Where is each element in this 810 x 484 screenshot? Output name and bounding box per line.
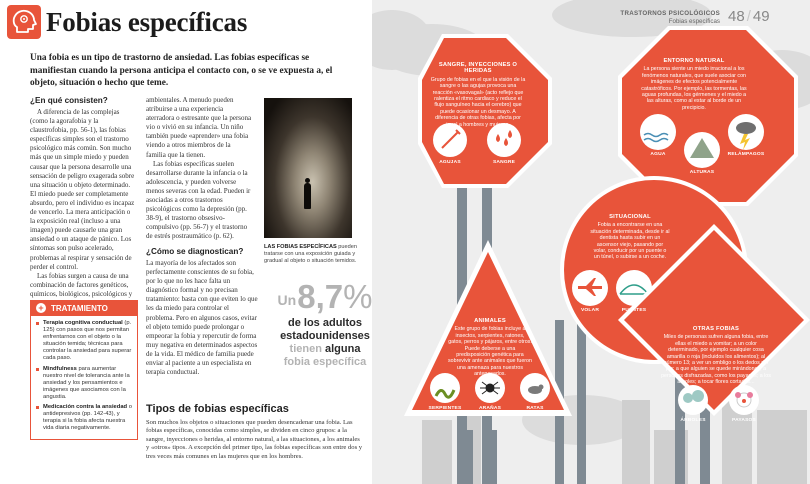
paragraph: ambientales. A menudo pueden atribuirse a una experiencia aterradora o estresante que la persona vio o vivió en su infancia. Un niño también puede «aprender» una fobia viendo a otros miembros de la familia que la tienen.: [146, 96, 252, 159]
head-icon: [7, 5, 41, 39]
treatment-item: Terapia cognitiva conductual (p. 125) con pasos que nos permitan enfrentarnos con el objeto o la situación temida; técnicas para controlar la ansiedad para superar cada paso.: [36, 320, 132, 363]
running-header: [596, 10, 720, 26]
person-silhouette-icon: [304, 183, 311, 209]
paragraph: Las fobias surgen a causa de una combinación de factores genéticos, químicos, biológicos, psicológicos y: [30, 271, 133, 298]
caption-text: pueden tratarse con una exposición guiada y gradual al objeto o situación temidos.: [264, 244, 357, 264]
photo-caption: [264, 244, 362, 265]
label-agujas: AGUJAS: [439, 160, 461, 165]
plus-icon: +: [36, 303, 46, 313]
stat-line-1: de los adultos: [288, 317, 362, 329]
page-right: 49: [752, 8, 770, 25]
column-1: [30, 96, 136, 299]
stat-number: 8,7: [297, 278, 344, 315]
paragraph: La mayoría de los afectados son perfectamente conscientes de su fobia, por lo que no les hace falta un diagnóstico formal y no precisan tratamiento: basta con que eviten lo que les da miedo para controlar el problema. Pero en algunos casos, evitar el objeto temido puede prolongar o empeorar la fobia y repercutir de forma muy negativa en determinados aspectos de la vida. El médico de familia puede enviar al paciente a un especialista en terapia conductual.: [146, 259, 258, 377]
heading-diagnostica: ¿Cómo se diagnostican?: [146, 247, 244, 256]
caption-bold: LAS FOBIAS ESPECÍFICAS: [264, 244, 337, 250]
column-2: [146, 96, 252, 242]
label-arboles: ÁRBOLES: [680, 418, 706, 423]
heading-consisten: ¿En qué consisten?: [30, 96, 108, 105]
label-aranas: ARAÑAS: [478, 406, 502, 411]
stat-line-2: estadounidenses: [280, 330, 370, 342]
heading-tipos: Tipos de fobias específicas: [146, 403, 289, 415]
tipos-text: Son muchos los objetos o situaciones que pueden desencadenar una fobia. Las fobias específicas, conocidas como simples, se dividen en cinco grupos: a la sangre, inyecciones o heridas, al entorno natural, a las situaciones, a los animales y «otros» tipos. A excepción del primer tipo, las fobias específicas son entre dos y tres veces más comunes en las mujeres que en los hombres.: [146, 419, 363, 460]
label-agua: AGUA: [650, 152, 666, 157]
stat-percent: %: [343, 278, 373, 315]
sign-natural-text: ENTORNO NATURAL La persona siente un miedo irracional a los fenómenos naturales, que suele asociar con imágenes de efectos potencialmente catastróficos. Por ejemplo, las tormentas, las aguas profundas, los gérmenes y el miedo a las alturas, como al estar al borde de un precipicio.: [641, 58, 747, 111]
page-left: 48: [728, 8, 745, 25]
cave-photo: [264, 98, 352, 238]
paragraph: Las fobias específicas suelen desarrollarse durante la infancia o la adolescencia, y pueden volverse menos severas con la edad. Pueden ir asociadas a otros trastornos psicológicos como la depresión (pp. 38-9), el trastorno obsesivo-compulsivo (pp. 56-7) y el trastorno de estrés postraumático (p. 62).: [146, 159, 251, 241]
label-relampagos: RELÁMPAGOS: [727, 152, 765, 157]
label-alturas: ALTURAS: [689, 170, 715, 175]
stat-line-3b: alguna: [321, 343, 361, 355]
statistic: [265, 280, 385, 369]
stat-prefix: Un: [277, 292, 297, 308]
subsection-name: Fobias específicas: [668, 18, 720, 25]
intro-text: Una fobia es un tipo de trastorno de ansiedad. Las fobias específicas se manifiestan cuando la persona anticipa el contacto con, o se ve expuesta a, el objeto, situación o hecho que teme.: [30, 53, 333, 88]
page-title: Fobias específicas: [46, 7, 248, 37]
label-ratas: RATAS: [526, 406, 544, 411]
stat-line-4: fobia específica: [283, 356, 367, 368]
page-numbers: 48 / 49: [728, 8, 770, 25]
sign-otras-text: OTRAS FOBIAS Miles de personas sufren alguna fobia, entre ellas el miedo a vomitar; a un color determinado, por ejemplo cualquier cosa amarilla o roja (incluidos los alimentos); al número 13; a ver un ombligo o los dedos del pie; a que alguien se quede mirándonos; a personas disfrazadas, como los payasos; a los árboles; a tocar flores cortadas...: [661, 326, 771, 386]
treatment-item: Medicación contra la ansiedad o antidepresivos (pp. 142-43), y terapia si la fobia afecta nuestra vida diaria negativamente.: [36, 404, 132, 432]
label-serpientes: SERPIENTES: [428, 406, 462, 411]
label-volar: VOLAR: [580, 308, 600, 313]
paragraph: A diferencia de las complejas (como la agorafobia y la claustrofobia, pp. 56-1), las fobias específicas simples son el trastorno psicológico más común. Son mucho más que un simple miedo y pueden causar que la persona desarrolle una sensación de peligro exagerada sobre una situación u objeto determinado. El miedo puede ser completamente absurdo, pero el individuo es incapaz de vencerlo. La mera anticipación o la exposición real (incluso a una imagen) puede causarle una gran ansiedad o un ataque de pánico. Los síntomas son pulso acelerado, problemas al respirar y sensación de perder el control.: [30, 108, 135, 271]
column-3: [146, 247, 258, 377]
stat-line-3a: tienen: [289, 343, 322, 355]
sign-sangre-text: SANGRE, INYECCIONES O HERIDAS Grupo de fobias en el que la visión de la sangre o las agujas provoca una reacción «vasovagal» (acto reflejo que ralentiza el ritmo cardiaco y reduce el flujo sanguíneo hacia el cerebro) que puede ocasionar un desmayo. A diferencia de otras fobias, afecta por igual a hombres y mujeres.: [430, 62, 526, 128]
label-puentes: PUENTES: [621, 308, 647, 313]
treatment-title: TRATAMIENTO: [51, 304, 108, 313]
treatment-header: [31, 301, 137, 316]
sign-situacional-text: SITUACIONAL Fobia a encontrarse en una situación determinada, desde ir al dentista hasta subir en un ascensor viejo, pasando por volar, conducir por un puente o un túnel, o subirse a un coche.: [590, 214, 670, 261]
treatment-box: [30, 300, 138, 440]
treatment-item: Mindfulness para aumentar nuestro nivel de tolerancia ante la ansiedad y los pensamientos e imágenes que asociamos con la angustia.: [36, 366, 132, 401]
section-name: TRASTORNOS PSICOLÓGICOS: [620, 10, 720, 17]
sign-animales-text: ANIMALES Este grupo de fobias incluye a insectos, serpientes, ratones, gatos, perros y pájaros, entre otros. Puede deberse a una predisposición genética para sobrevivir ante animales que fueron una amenaza para nuestros antepasados.: [448, 318, 532, 378]
label-sangre: SANGRE: [492, 160, 516, 165]
label-payasos: PAYASOS: [731, 418, 757, 423]
